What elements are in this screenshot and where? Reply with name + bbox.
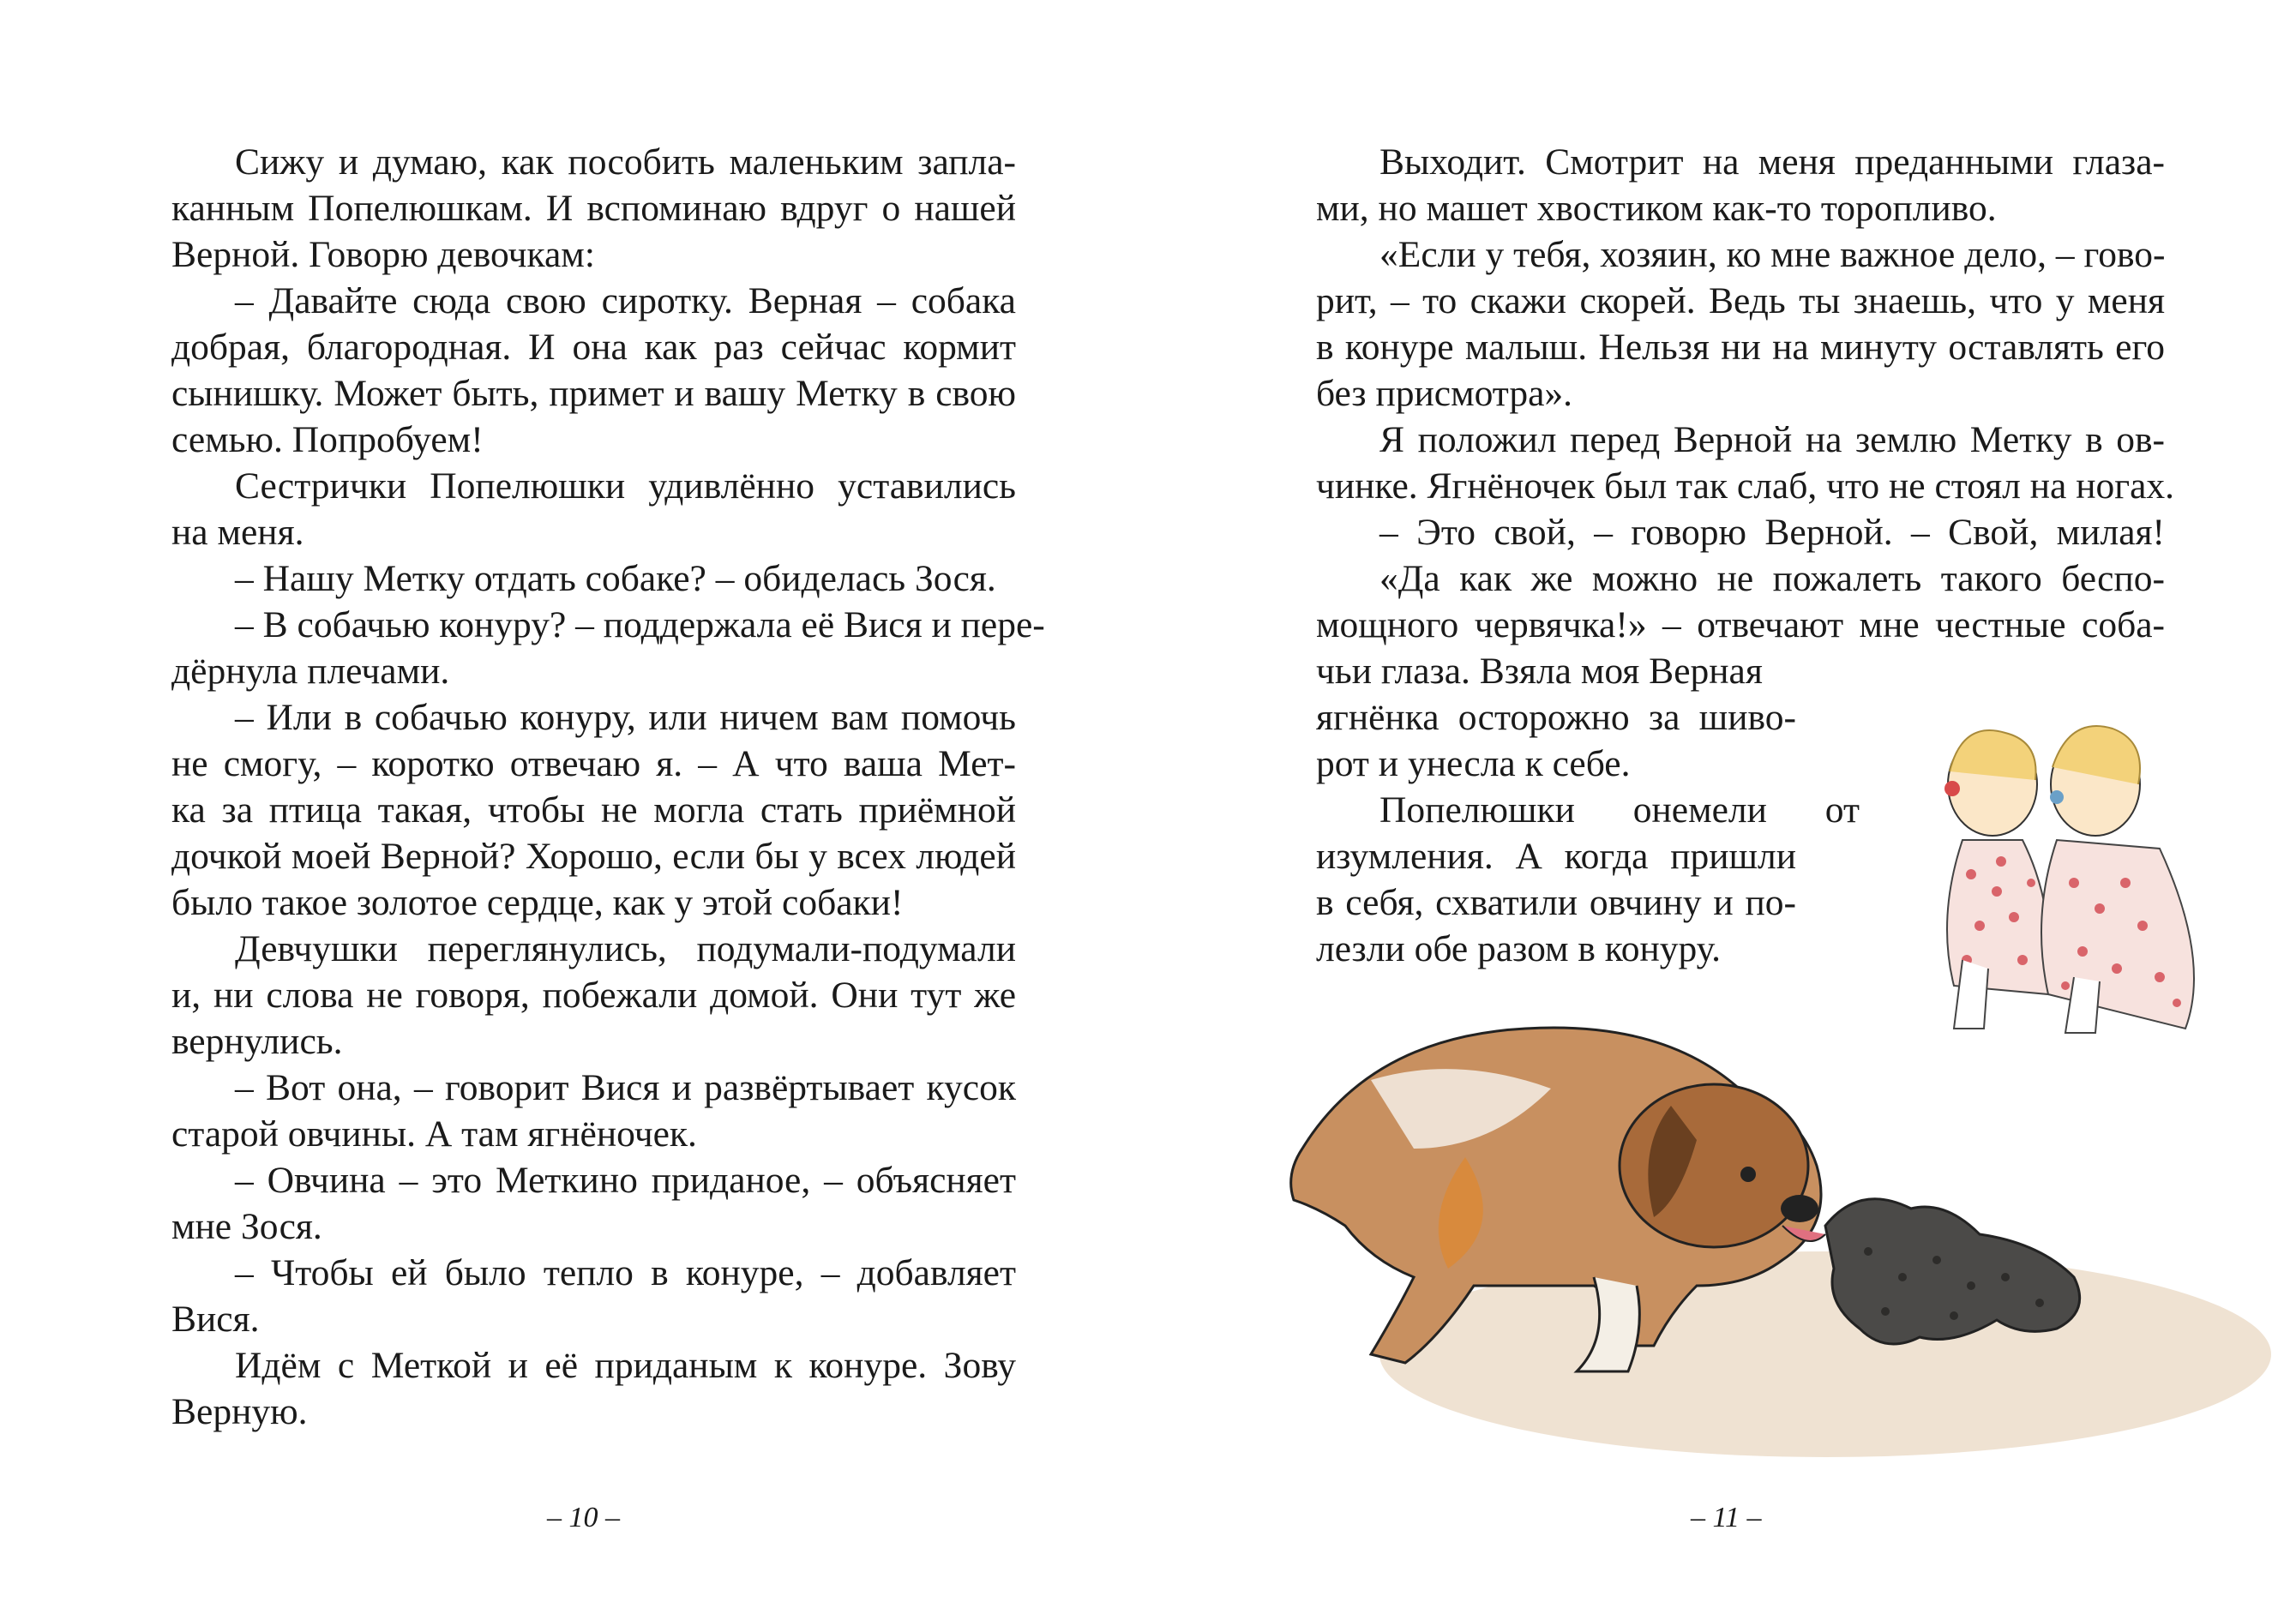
dog-and-lamb-illustration [1268, 1003, 2296, 1483]
text-line: рит, – то скажи скорей. Ведь ты знаешь, что у меня [1316, 280, 2165, 321]
text-line: изумления. А когда пришли [1316, 836, 1796, 877]
text-line: – Это свой, – говорю Верной. – Свой, милая! [1379, 512, 2165, 553]
girl-right-figure [2041, 726, 2194, 1033]
text-line: ми, но машет хвостиком как-то торопливо. [1316, 188, 1997, 229]
text-line: – Овчина – это Меткино приданое, – объясняет [235, 1160, 1016, 1201]
text-line: ка за птица такая, чтобы не могла стать приёмной [171, 789, 1016, 831]
text-line: ягнёнка осторожно за шиво- [1316, 697, 1796, 738]
text-line: старой овчины. А там ягнёночек. [171, 1113, 697, 1155]
text-line: – Нашу Метку отдать собаке? – обиделась Зося. [235, 558, 996, 599]
text-line: Вися. [171, 1299, 260, 1340]
lamb-figure [1825, 1199, 2080, 1344]
girl-left-figure [1944, 730, 2050, 1029]
text-line: вернулись. [171, 1021, 343, 1062]
right-page [1148, 0, 2296, 1620]
text-line: дочкой моей Верной? Хорошо, если бы у всех людей [171, 836, 1016, 877]
text-line: – Давайте сюда свою сиротку. Верная – собака [235, 280, 1016, 321]
text-line: – Вот она, – говорит Вися и развёртывает кусок [235, 1067, 1016, 1108]
text-line: мне Зося. [171, 1206, 322, 1247]
text-line: – Чтобы ей было тепло в конуре, – добавляет [235, 1252, 1016, 1293]
text-line: Попелюшки онемели от [1379, 789, 1860, 831]
text-line: лезли обе разом в конуру. [1316, 928, 1721, 969]
text-line: Верной. Говорю девочкам: [171, 234, 595, 275]
text-line: добрая, благородная. И она как раз сейчас кормит [171, 327, 1016, 368]
text-line: на меня. [171, 512, 304, 553]
text-line: – Или в собачью конуру, или ничем вам помочь [235, 697, 1016, 738]
text-line: Девчушки переглянулись, подумали-подумали [235, 928, 1016, 969]
text-line: в себя, схватили овчину и по- [1316, 882, 1796, 923]
text-line: чьи глаза. Взяла моя Верная [1316, 651, 1763, 692]
text-line: – В собачью конуру? – поддержала её Вися и пере- [235, 604, 1045, 645]
text-line: Идём с Меткой и её приданым к конуре. Зову [235, 1345, 1016, 1386]
text-line: в конуре малыш. Нельзя ни на минуту оставлять его [1316, 327, 2165, 368]
text-line: было такое золотое сердце, как у этой собаки! [171, 882, 904, 923]
text-line: «Если у тебя, хозяин, ко мне важное дело, – гово- [1379, 234, 2166, 275]
text-line: Я положил перед Верной на землю Метку в ов- [1379, 419, 2165, 460]
text-line: канным Попелюшкам. И вспоминаю вдруг о нашей [171, 188, 1016, 229]
text-line: дёрнула плечами. [171, 651, 450, 692]
text-line: мощного червячка!» – отвечают мне честные соба- [1316, 604, 2165, 645]
text-line: Верную. [171, 1391, 308, 1432]
two-girls-illustration [1902, 703, 2271, 1054]
text-line: не смогу, – коротко отвечаю я. – А что ваша Мет- [171, 743, 1016, 784]
page-number-right: – 11 – [1691, 1502, 1762, 1533]
text-line: семью. Попробуем! [171, 419, 484, 460]
left-page-text [171, 139, 1045, 1435]
text-line: Сестрички Попелюшки удивлённо уставились [235, 465, 1016, 507]
text-line: Выходит. Смотрит на меня преданными глаза- [1379, 141, 2165, 183]
text-line: без присмотра». [1316, 373, 1572, 414]
page-number-left: – 10 – [547, 1502, 620, 1533]
text-line: рот и унесла к себе. [1316, 743, 1631, 784]
text-line: сынишку. Может быть, примет и вашу Метку в свою [171, 373, 1016, 414]
text-line: чинке. Ягнёночек был так слаб, что не стоял на ногах. [1316, 465, 2175, 507]
text-line: и, ни слова не говоря, побежали домой. Они тут же [171, 975, 1016, 1016]
text-line: «Да как же можно не пожалеть такого беспо- [1379, 558, 2165, 599]
text-line: Сижу и думаю, как пособить маленьким запла- [235, 141, 1016, 183]
